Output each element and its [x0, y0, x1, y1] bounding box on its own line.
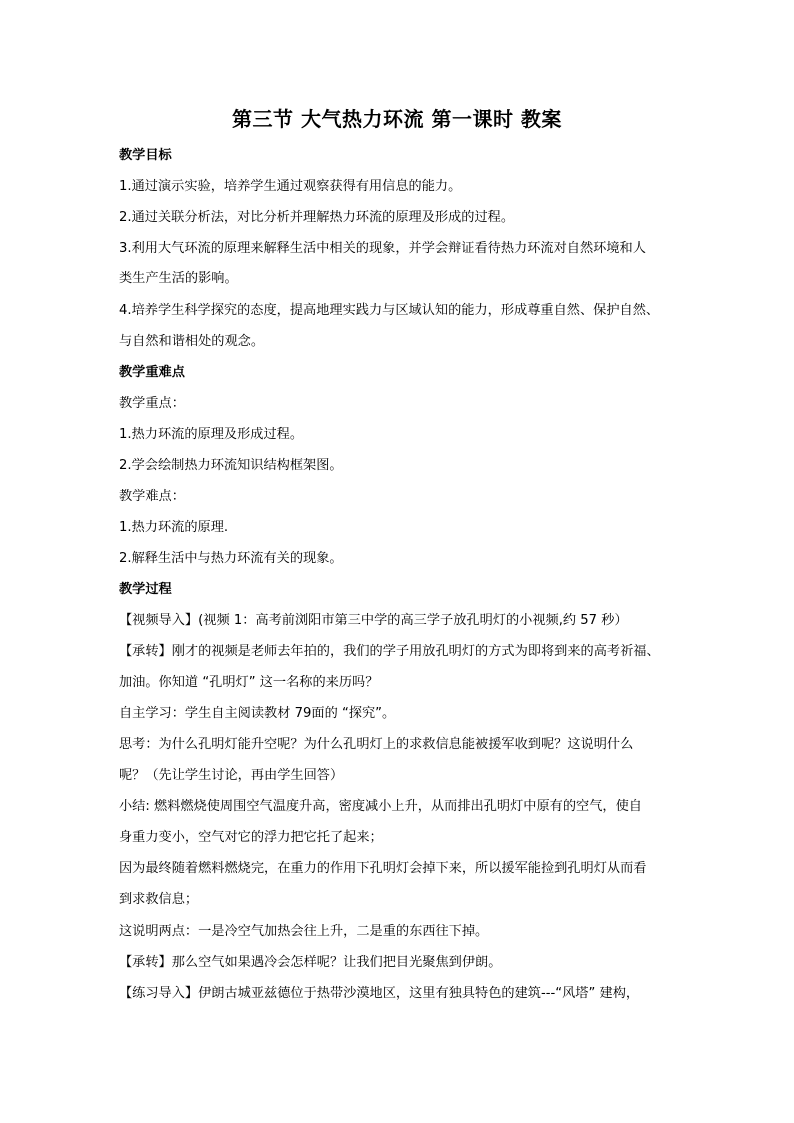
paragraph-line: 2.学会绘制热力环流知识结构框架图。 — [119, 458, 343, 473]
paragraph-line: 与自然和谐相处的观念。 — [119, 334, 265, 349]
paragraph-line: 3.利用大气环流的原理来解释生活中相关的现象，并学会辩证看待热力环流对自然环境和人 — [119, 241, 646, 256]
paragraph-line: 【承转】刚才的视频是老师去年拍的，我们的学子用放孔明灯的方式为即将到来的高考祈福、 — [119, 644, 660, 659]
paragraph-line: 2.解释生活中与热力环流有关的现象。 — [119, 551, 343, 566]
paragraph-line: 2.通过关联分析法，对比分析并理解热力环流的原理及形成的过程。 — [119, 210, 515, 225]
paragraph-line: 【视频导入】(视频 1：高考前浏阳市第三中学的高三学子放孔明灯的小视频,约 57 秒） — [119, 613, 628, 628]
paragraph-line: 呢？（先让学生讨论，再由学生回答） — [119, 768, 344, 783]
paragraph-line: 因为最终随着燃料燃烧完，在重力的作用下孔明灯会掉下来，所以援军能捡到孔明灯从而看 — [119, 861, 647, 876]
paragraph-line: 【练习导入】伊朗古城亚兹德位于热带沙漠地区，这里有独具特色的建筑---“风塔” 建构， — [119, 986, 640, 1001]
paragraph-line: 1.通过演示实验，培养学生通过观察获得有用信息的能力。 — [119, 179, 462, 194]
paragraph-line: 教学难点： — [119, 489, 185, 504]
section-heading-objectives: 教学目标 — [119, 148, 172, 163]
paragraph-line: 教学重点： — [119, 396, 185, 411]
section-heading-key-points: 教学重难点 — [119, 365, 185, 380]
document-title: 第三节 大气热力环流 第一课时 教案 — [232, 107, 562, 131]
section-heading-process: 教学过程 — [119, 582, 172, 597]
paragraph-line: 类生产生活的影响。 — [119, 271, 238, 286]
paragraph-line: 加油。你知道 “孔明灯” 这一名称的来历吗？ — [119, 675, 379, 690]
paragraph-line: 小结: 燃料燃烧使周围空气温度升高，密度减小上升，从而排出孔明灯中原有的空气，使自 — [119, 799, 642, 814]
paragraph-line: 思考：为什么孔明灯能升空呢？为什么孔明灯上的求救信息能被援军收到呢？这说明什么 — [119, 737, 634, 752]
paragraph-line: 【承转】那么空气如果遇冷会怎样呢？让我们把目光聚焦到伊朗。 — [119, 955, 502, 970]
paragraph-line: 身重力变小，空气对它的浮力把它托了起来； — [119, 830, 383, 845]
paragraph-line: 1.热力环流的原理及形成过程。 — [119, 427, 304, 442]
paragraph-line: 1.热力环流的原理. — [119, 520, 229, 535]
paragraph-line: 自主学习：学生自主阅读教材 79面的 “探究”。 — [119, 706, 396, 721]
paragraph-line: 4.培养学生科学探究的态度，提高地理实践力与区域认知的能力，形成尊重自然、保护自然、 — [119, 303, 660, 318]
paragraph-line: 这说明两点：一是冷空气加热会往上升，二是重的东西往下掉。 — [119, 924, 489, 939]
paragraph-line: 到求救信息； — [119, 892, 199, 907]
